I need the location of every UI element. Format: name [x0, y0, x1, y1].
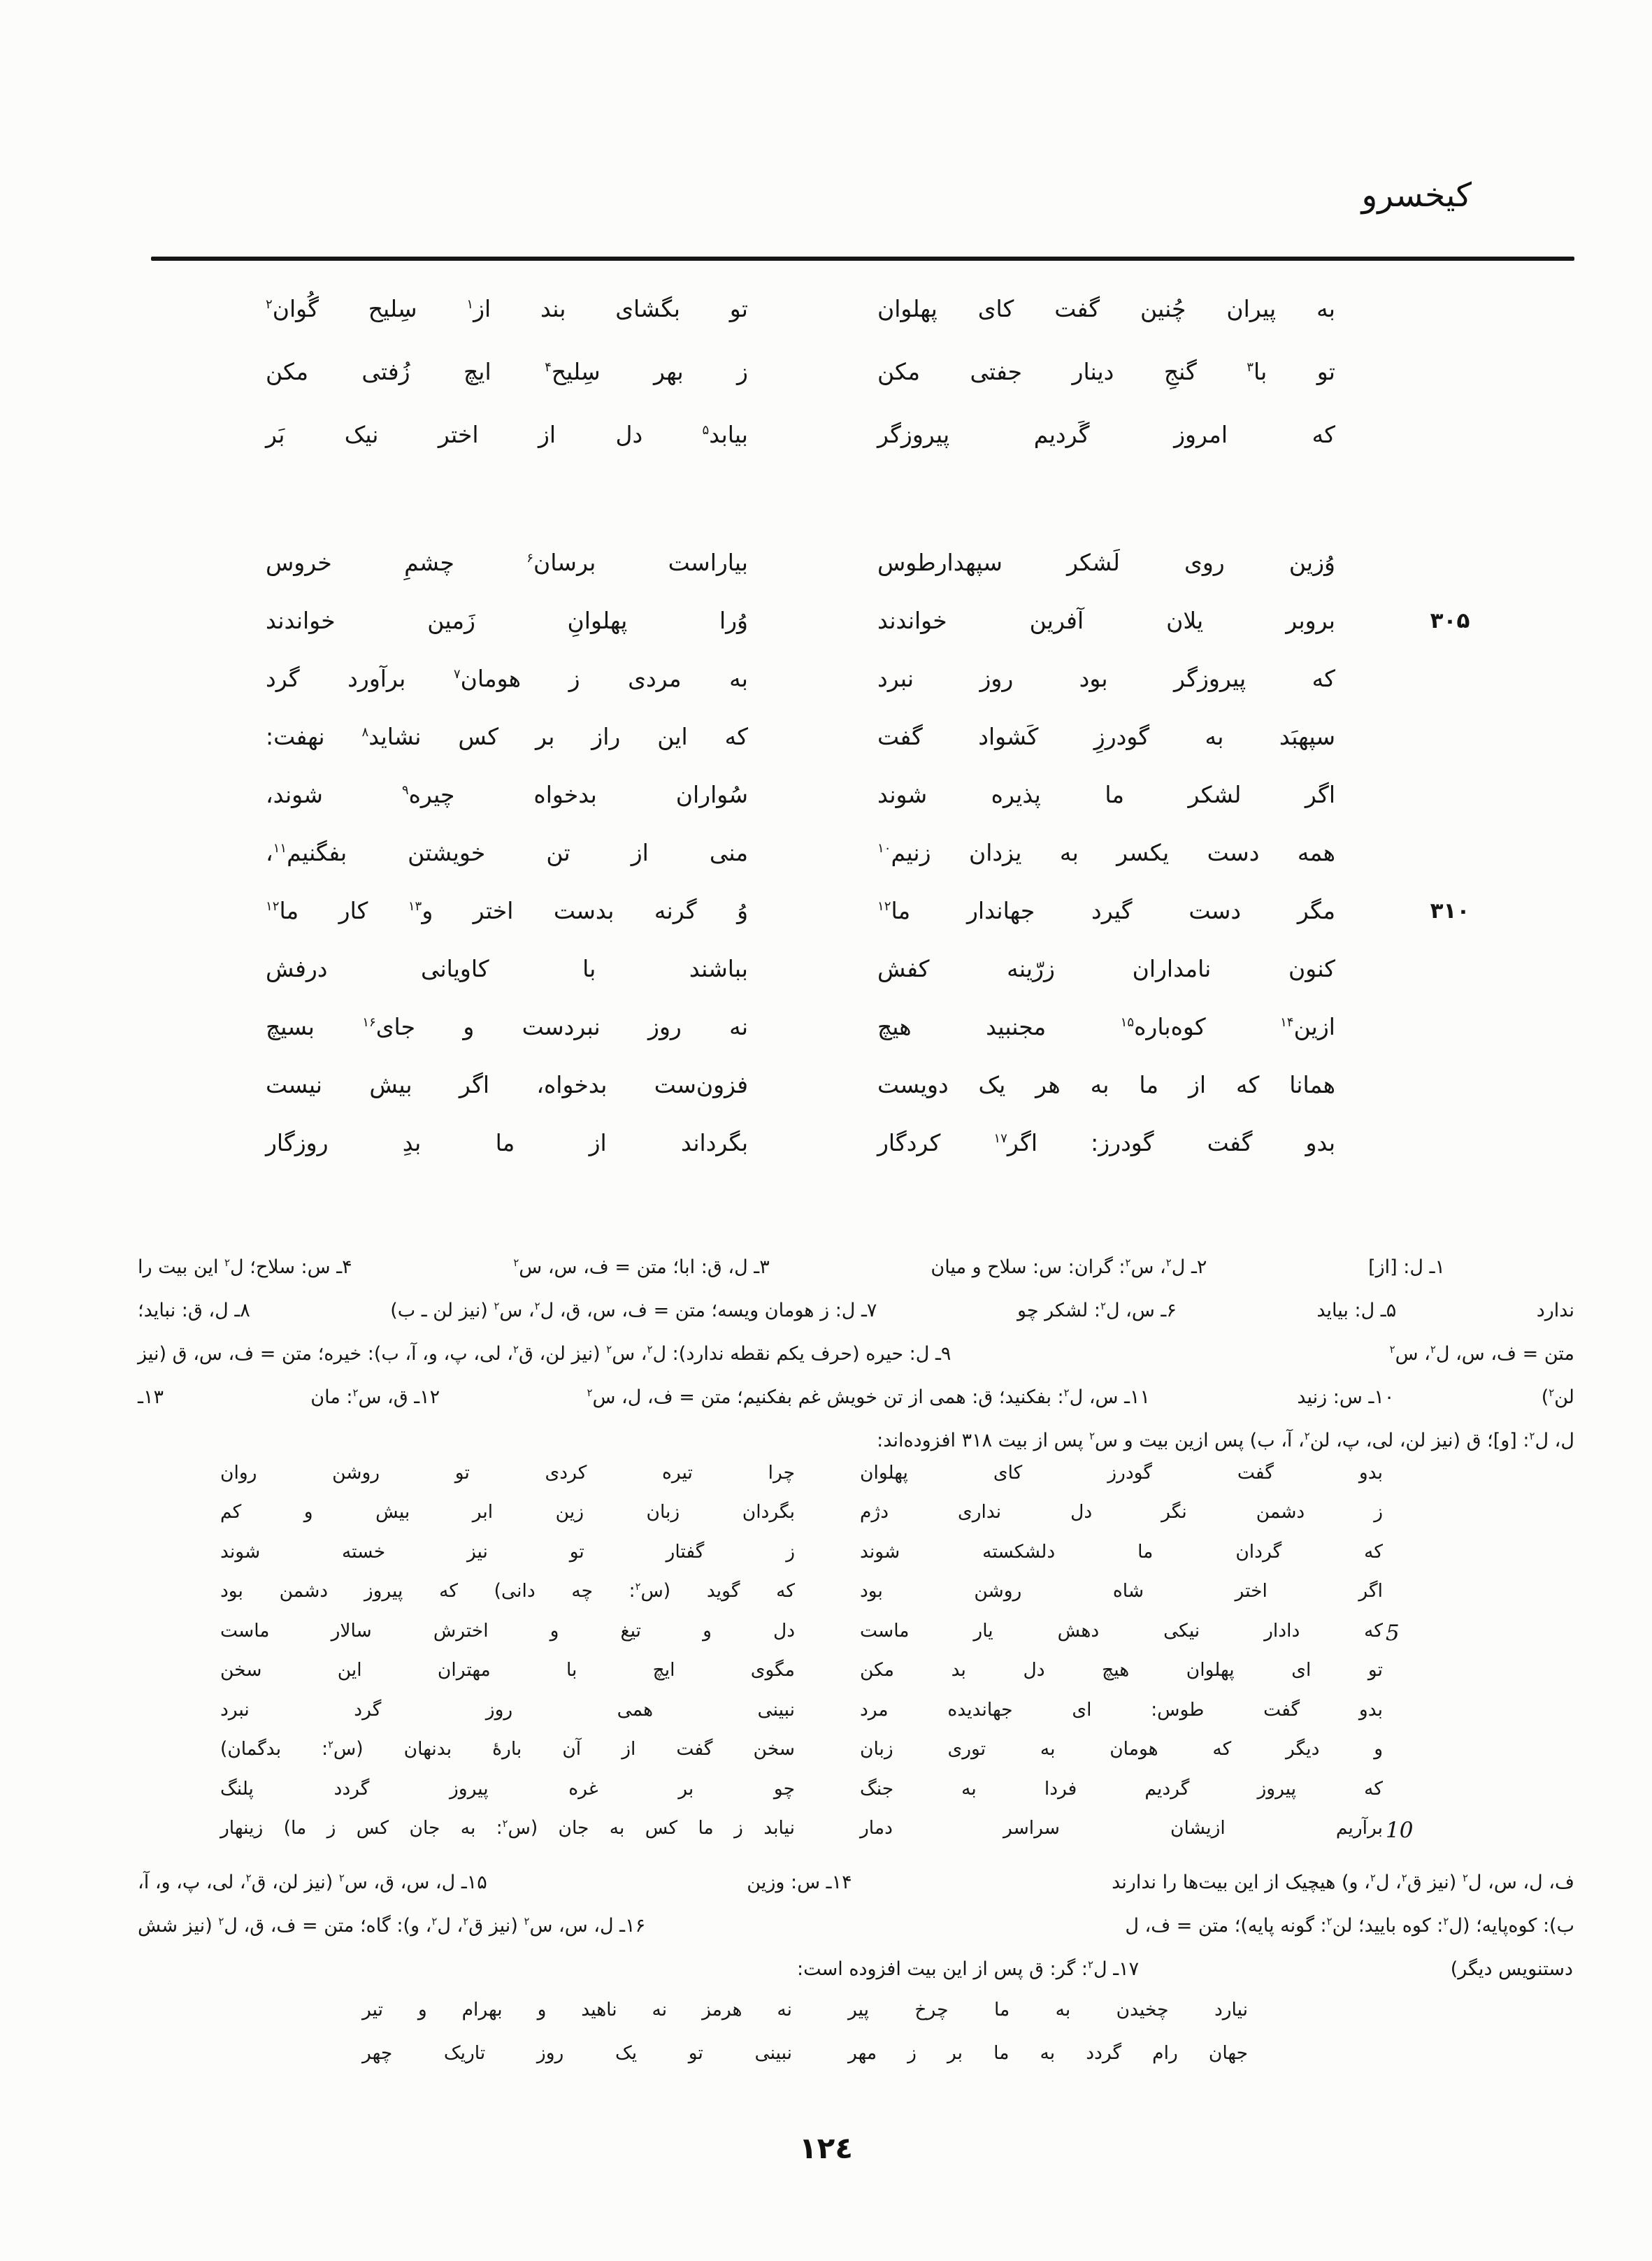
verse-row	[0, 722, 1652, 772]
verse-row	[0, 1012, 1652, 1062]
hemistich-right: ازین$^{۱۴}$ کوه‌باره$^{۱۵}$ مجنبید هیچ	[877, 1013, 1335, 1040]
hemistich-left: نه هرمز نه ناهید و بهرام و تیر	[362, 1999, 792, 2020]
added-verse-row	[0, 1816, 1652, 1867]
apparatus-entry: دستنویس دیگر)	[1450, 1958, 1573, 1980]
header-rule	[151, 257, 1574, 261]
verse-row	[0, 1128, 1652, 1178]
extra-couplet-row	[0, 2041, 1652, 2092]
apparatus-entry: ۱۲ـ ق، س$^۲$: مان	[310, 1386, 440, 1408]
hemistich-right: تو ای پهلوان هیچ دل بد مکن	[860, 1659, 1383, 1681]
apparatus-entry: ل، ل$^۲$: [و]؛ ق (نیز لن، لی، پ، لن$^۲$، آ، ب) پس ازین بیت و س$^۲$ پس از بیت ۳۱۸ افزوده‌اند:	[877, 1430, 1574, 1451]
hemistich-right: که گردان ما دلشکسته شوند	[860, 1541, 1383, 1563]
verse-row	[0, 357, 1652, 407]
apparatus-entry: ۴ـ س: سلاح؛ ل$^۲$ این بیت را	[138, 1256, 352, 1278]
hemistich-left: مگوی ایچ با مهتران این سخن	[220, 1659, 795, 1681]
hemistich-right: همانا که از ما به هر یک دویست	[877, 1071, 1335, 1098]
hemistich-left: نبینی همی روز گرد نبرد	[220, 1699, 795, 1721]
hemistich-right: سپهبَد به گودرزِ کَشواد گفت	[877, 723, 1335, 750]
apparatus-entry: ۹ـ ل: حیره (حرف یکم نقطه ندارد): ل$^۲$، س$^۲$ (نیز لن، ق$^۲$، لی، پ، و، آ، ب): خیره؛ متن = ف، س، ق (نیز	[138, 1343, 951, 1365]
hemistich-left: فزون‌ست بدخواه، اگر بیش نیست	[266, 1071, 748, 1098]
apparatus-entry: ۱۶ـ ل، س، س$^۲$ (نیز ق$^۲$، ل$^۲$، و): گاه؛ متن = ف، ق، ل$^۲$ (نیز شش	[138, 1915, 646, 1937]
hemistich-right: کنون نامداران زرّینه کفش	[877, 955, 1335, 982]
verse-number: ۳۱۰	[1430, 898, 1470, 924]
apparatus-entry: ۱۱ـ س، ل$^۲$: بفکنید؛ ق: همی از تن خویش غم بفکنیم؛ متن = ف، ل، س$^۲$	[587, 1386, 1151, 1408]
hemistich-right: به پیران چُنین گفت کای پهلوان	[877, 295, 1335, 322]
margin-number: 5	[1386, 1621, 1400, 1646]
hemistich-right: بروبر یلان آفرین خواندند	[877, 607, 1335, 634]
hemistich-right: بدو گفت طوس: ای جهاندیده مرد	[860, 1699, 1383, 1721]
apparatus-line	[138, 1428, 1574, 1453]
hemistich-left: که گوید (س$^۲$: چه دانی) که پیروز دشمن بود	[220, 1580, 795, 1602]
hemistich-right: همه دست یکسر به یزدان زنیم$^{۱۰}$	[877, 839, 1335, 866]
verse-row	[0, 419, 1652, 470]
hemistich-left: وُ گرنه بدست اختر و$^{۱۳}$ کار ما$^{۱۲}$	[266, 897, 749, 924]
hemistich-left: بیاراست برسان$^۶$ چشمِ خروس	[266, 549, 748, 576]
margin-number: 10	[1386, 1818, 1414, 1843]
verse-row	[0, 896, 1652, 946]
hemistich-left: تو بگشای بند از$^۱$ سِلیح گُوان$^۲$	[266, 295, 748, 322]
hemistich-right: نیارد چخیدن به ما چرخ پیر	[848, 1999, 1248, 2020]
apparatus-line	[138, 1870, 1574, 1895]
hemistich-right: بدو گفت گودرز: اگر$^{۱۷}$ کردگار	[877, 1129, 1335, 1156]
apparatus-entry: لن$^۲$)	[1541, 1386, 1574, 1408]
hemistich-left: ز بهر سِلیح$^۴$ ایچ زُفتی مکن	[266, 358, 748, 385]
hemistich-right: تو با$^۳$ گنجِ دینار جفتی مکن	[877, 358, 1335, 385]
apparatus-line	[138, 1914, 1574, 1938]
verse-row	[0, 605, 1652, 656]
hemistich-left: بگرداند از ما بدِ روزگار	[266, 1129, 748, 1156]
hemistich-left: وُرا پهلوانِ زَمین خواندند	[266, 607, 748, 634]
verse-row	[0, 663, 1652, 714]
hemistich-left: که این راز بر کس نشاید$^۸$ نهفت:	[266, 723, 748, 750]
apparatus-entry: ندارد	[1536, 1300, 1574, 1321]
hemistich-right: که پیروزگر بود روز نبرد	[877, 665, 1335, 692]
hemistich-left: سُواران بدخواه چیره$^۹$ شوند،	[266, 781, 748, 808]
apparatus-line	[138, 1255, 1574, 1279]
hemistich-left: دل و تیغ و اخترش سالار ماست	[220, 1620, 795, 1642]
hemistich-left: بباشند با کاویانی درفش	[266, 955, 748, 982]
apparatus-entry: ۱۴ـ س: وزین	[747, 1872, 852, 1893]
apparatus-entry: ۱۰ـ س: زنید	[1297, 1386, 1395, 1408]
hemistich-left: ز گفتار تو نیز خسته شوند	[220, 1541, 795, 1563]
hemistich-left: نه روز نبردست و جای$^{۱۶}$ بسیچ	[266, 1013, 749, 1040]
verse-row	[0, 780, 1652, 830]
hemistich-left: چرا تیره کردی تو روشن روان	[220, 1462, 795, 1484]
hemistich-left: نبینی تو یک روز تاریک چهر	[362, 2042, 792, 2064]
hemistich-right: اگر اختر شاه روشن بود	[860, 1580, 1383, 1602]
apparatus-entry: ۲ـ ل$^۲$، س$^۲$: گران: س: سلاح و میان	[931, 1256, 1207, 1278]
apparatus-line	[138, 1385, 1574, 1409]
verse-row	[0, 954, 1652, 1004]
apparatus-entry: ۶ـ س، ل$^۲$: لشکر چو	[1017, 1300, 1177, 1321]
apparatus-entry: ب): کوه‌پایه؛ (ل$^۲$: کوه بایید؛ لن$^۲$: گونه پایه)؛ متن = ف، ل	[1125, 1915, 1574, 1937]
verse-row	[0, 1070, 1652, 1120]
hemistich-right: که امروز گَردیم پیروزگر	[877, 421, 1335, 448]
apparatus-entry: متن = ف، س، ل$^۲$، س$^۲$	[1389, 1343, 1574, 1365]
verse-row	[0, 838, 1652, 888]
page-number: ١٢٤	[799, 2131, 853, 2165]
apparatus-entry: ف، ل، س، ل$^۲$ (نیز ق$^۲$، ل$^۲$، و) هیچیک از این بیت‌ها را ندارند	[1112, 1872, 1574, 1893]
hemistich-right: که دادار نیکی دهش یار ماست	[860, 1620, 1383, 1642]
apparatus-entry: ۳ـ ل، ق: ابا؛ متن = ف، س، س$^۲$	[513, 1256, 770, 1278]
hemistich-right: بدو گفت گودرز کای پهلوان	[860, 1462, 1383, 1484]
hemistich-left: نیابد ز ما کس به جان (س$^۲$: به جان کس ز ما) زینهار	[220, 1817, 795, 1839]
hemistich-left: بیابد$^۵$ دل از اختر نیک بَر	[266, 421, 748, 448]
verse-number: ۳۰۵	[1430, 608, 1470, 633]
hemistich-left: بگردان زبان زین ابر بیش و کم	[220, 1501, 795, 1523]
hemistich-left: به مردی ز هومان$^۷$ برآورد گرد	[266, 665, 748, 692]
verse-row	[0, 294, 1652, 344]
apparatus-entry: ۱۵ـ ل، س، ق، س$^۲$ (نیز لن، ق$^۲$، لی، پ، و، آ،	[138, 1872, 487, 1893]
apparatus-entry: ۱۷ـ ل$^۲$: گر: ق پس از این بیت افزوده است:	[797, 1958, 1140, 1980]
hemistich-left: چو بر غره پیروز گردد پلنگ	[220, 1778, 795, 1800]
hemistich-right: اگر لشکر ما پذیره شوند	[877, 781, 1335, 808]
hemistich-right: که پیروز گردیم فردا به جنگ	[860, 1778, 1383, 1800]
hemistich-right: و دیگر که هومان به توری زبان	[860, 1738, 1383, 1760]
apparatus-entry: ۷ـ ل: ز هومان ویسه؛ متن = ف، س، ق، ل$^۲$، س$^۲$ (نیز لن ـ ب)	[390, 1300, 877, 1321]
apparatus-entry: ۸ـ ل، ق: نباید؛	[138, 1300, 250, 1321]
apparatus-entry: ۵ـ ل: بیاید	[1316, 1300, 1397, 1321]
apparatus-line	[797, 1957, 1573, 1981]
apparatus-entry: ۱ـ ل: [از]	[1368, 1256, 1445, 1278]
hemistich-right: جهان رام گردد به ما بر ز مهر	[848, 2042, 1248, 2064]
hemistich-left: سخن گفت از آن بارهٔ بدنهان (س$^۲$: بدگمان)	[220, 1738, 796, 1760]
hemistich-right: وُزین روی لَشکر سپهدارطوس	[877, 549, 1335, 576]
page-title: کیخسرو	[1361, 176, 1472, 215]
hemistich-right: ز دشمن نگر دل نداری دژم	[860, 1501, 1383, 1523]
verse-row	[0, 547, 1652, 598]
hemistich-right: برآریم ازیشان سراسر دمار	[860, 1817, 1383, 1839]
hemistich-right: مگر دست گیرد جهاندار ما$^{۱۲}$	[877, 897, 1335, 924]
apparatus-line	[138, 1342, 1574, 1366]
apparatus-entry: ۱۳ـ	[138, 1386, 164, 1408]
hemistich-left: منی از تن خویشتن بفگنیم$^{۱۱}$،	[266, 839, 748, 866]
apparatus-line	[138, 1298, 1574, 1323]
